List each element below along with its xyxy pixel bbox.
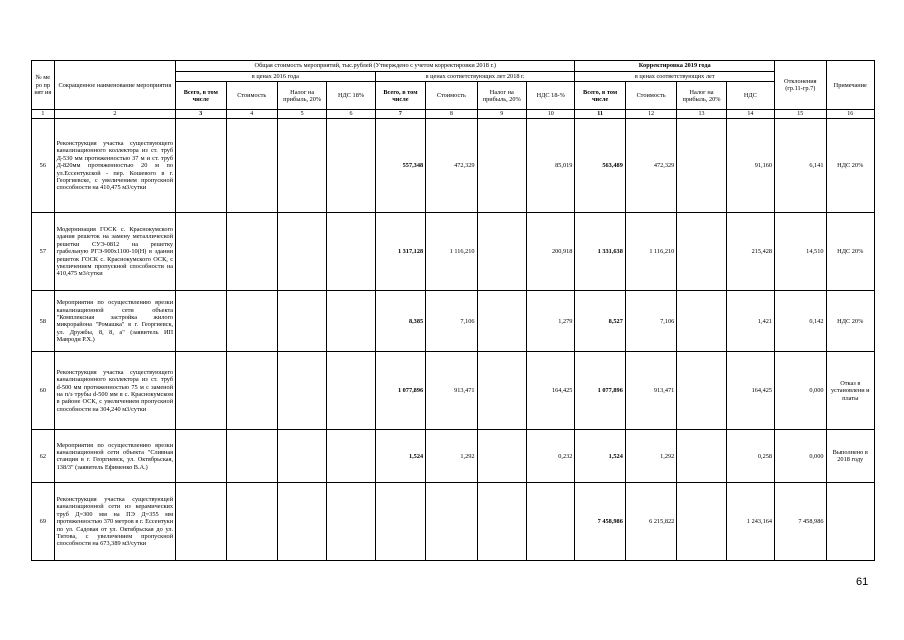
cell-profit-tax-2016 [277,430,326,483]
cell-cost-2016 [226,291,277,352]
cell-note [826,483,875,561]
header-prices-2018: в ценах соответствующих лет 2018 г. [375,72,575,82]
cell-total-2019: 8,527 [575,291,625,352]
cell-profit-tax-2018 [477,483,526,561]
cell-total-2018: 8,385 [375,291,425,352]
cell-vat-2016 [327,352,375,430]
row-num: 57 [32,213,55,291]
cell-vat-2018: 200,918 [526,213,574,291]
cell-vat-2018: 164,425 [526,352,574,430]
cell-deviation: 14,510 [775,213,826,291]
cell-vat-2018: 85,019 [526,119,574,213]
cell-deviation: 7 458,986 [775,483,826,561]
row-num: 56 [32,119,55,213]
header-deviation: Отклонения (гр.11-гр.7) [775,61,826,110]
cell-cost-2016 [226,352,277,430]
cell-total-2016 [176,213,226,291]
cell-cost-2018 [426,483,477,561]
cell-total-2019: 7 458,986 [575,483,625,561]
cell-vat-2018 [526,483,574,561]
cell-vat-2016 [327,291,375,352]
header-note: Примечание [826,61,875,110]
cell-cost-2019: 6 215,822 [625,483,676,561]
cell-total-2018: 1 077,896 [375,352,425,430]
cell-profit-tax-2018 [477,119,526,213]
row-name: Мероприятия по осуществлению врезки канализационной сети объекта "Комплексная застройка жилого микрорайона "Ромашка" в г. Георгиевск, ул. Дружбы, 8, 8, а" (заявитель ИП Мавроди Р.Х.) [54,291,175,352]
header-sub-profit-tax: Налог на прибыль, 20% [277,82,326,110]
header-sub-profit-tax: Налог на прибыль, 20% [677,82,726,110]
row-num: 60 [32,352,55,430]
column-number: 3 [176,110,226,119]
cell-vat-2018: 1,279 [526,291,574,352]
cell-cost-2018: 913,471 [426,352,477,430]
column-number: 1 [32,110,55,119]
cell-total-2016 [176,430,226,483]
cell-profit-tax-2016 [277,213,326,291]
cell-vat-2016 [327,483,375,561]
cell-vat-2016 [327,430,375,483]
cell-deviation: 0,000 [775,430,826,483]
cell-vat-2018: 0,232 [526,430,574,483]
cell-cost-2019: 913,471 [625,352,676,430]
row-name: Модернизация ГОСК с. Краснокумского здания решеток на замену металлической решетки СУЭ-0812 на решетку грабельную РГЭ-900х1100-10(Н) в здании решеток ГОСК с. Краснокумского ОСК, с увеличением пропускной способности на 410,475 м3/сутки [54,213,175,291]
cell-note: Отказ в установлени и платы [826,352,875,430]
row-name: Реконструкция участка существующего канализационного коллектора из ст. труб d-500 мм протяженностью 75 м с заменой на п/э трубы d-500 мм в с. Краснокумском в районе ОСК, с увеличением пропускной способности на 304,240 м3/сутки [54,352,175,430]
header-sub-total: Всего, в том числе [176,82,226,110]
cell-total-2019: 1,524 [575,430,625,483]
header-name: Сокращенное наименование мероприятия [54,61,175,110]
cell-profit-tax-2018 [477,213,526,291]
table-row [32,213,875,291]
header-sub-cost: Стоимость [226,82,277,110]
cell-total-2018: 1 317,128 [375,213,425,291]
cell-cost-2019: 1,292 [625,430,676,483]
column-number: 6 [327,110,375,119]
cell-profit-tax-2019 [677,119,726,213]
cell-vat-2019: 1 243,164 [726,483,774,561]
cell-total-2018 [375,483,425,561]
column-number: 7 [375,110,425,119]
row-num: 62 [32,430,55,483]
cell-profit-tax-2019 [677,352,726,430]
header-sub-vat: НДС 18% [327,82,375,110]
cell-profit-tax-2018 [477,291,526,352]
column-number: 12 [625,110,676,119]
cell-vat-2016 [327,213,375,291]
cell-profit-tax-2019 [677,430,726,483]
cell-profit-tax-2019 [677,483,726,561]
cell-total-2019: 563,489 [575,119,625,213]
header-sub-vat: НДС [726,82,774,110]
header-prices-2016: в ценах 2016 года [176,72,376,82]
cell-vat-2019: 91,160 [726,119,774,213]
header-sub-cost: Стоимость [426,82,477,110]
page-number: 61 [856,576,869,588]
cell-vat-2019: 0,258 [726,430,774,483]
cell-note: НДС 20% [826,291,875,352]
column-number: 8 [426,110,477,119]
cell-note: НДС 20% [826,119,875,213]
row-name: Реконструкция участка существующей канализационной сети из керамических труб Д=300 мм на ПЭ Д=355 мм протяженностью 370 метров в г. Ессентуки по ул. Садовая от ул. Октябрьская до ул. Титова, с увеличением пропускной способности на 673,389 м3/сутки [54,483,175,561]
cell-vat-2016 [327,119,375,213]
column-number: 10 [526,110,574,119]
cell-cost-2018: 7,106 [426,291,477,352]
cell-cost-2019: 1 116,210 [625,213,676,291]
cell-profit-tax-2016 [277,483,326,561]
cell-cost-2016 [226,119,277,213]
cell-total-2016 [176,352,226,430]
cell-vat-2019: 164,425 [726,352,774,430]
cell-cost-2019: 472,329 [625,119,676,213]
column-number: 2 [54,110,175,119]
cell-vat-2019: 215,428 [726,213,774,291]
cell-profit-tax-2018 [477,352,526,430]
cell-profit-tax-2016 [277,291,326,352]
column-number: 9 [477,110,526,119]
column-number: 13 [677,110,726,119]
cell-deviation: 0,142 [775,291,826,352]
header-correction-group: Корректировка 2019 года [575,61,775,72]
column-number: 15 [775,110,826,119]
cell-deviation: 6,141 [775,119,826,213]
cell-cost-2018: 1,292 [426,430,477,483]
cell-note: НДС 20% [826,213,875,291]
header-sub-profit-tax: Налог на прибыль, 20% [477,82,526,110]
column-number: 5 [277,110,326,119]
header-sub-vat: НДС 18-% [526,82,574,110]
cell-cost-2016 [226,213,277,291]
cell-profit-tax-2019 [677,213,726,291]
table-row [32,119,875,213]
column-number-row [32,110,875,119]
cell-note: Выполнено в 2018 году [826,430,875,483]
cell-cost-2019: 7,106 [625,291,676,352]
header-sub-total: Всего, в том числе [575,82,625,110]
column-number: 16 [826,110,875,119]
cell-profit-tax-2016 [277,352,326,430]
cell-total-2019: 1 077,896 [575,352,625,430]
table-row [32,430,875,483]
header-total-group: Общая стоимость мероприятий, тыс.рублей (Утверждено с учетом корректировки 2018 г.) [176,61,575,72]
cell-profit-tax-2016 [277,119,326,213]
header-prices-years: в ценах соответствующих лет [575,72,775,82]
header-sub-cost: Стоимость [625,82,676,110]
cell-deviation: 0,000 [775,352,826,430]
row-num: 69 [32,483,55,561]
cell-vat-2019: 1,421 [726,291,774,352]
row-num: 58 [32,291,55,352]
column-number: 11 [575,110,625,119]
cell-cost-2016 [226,483,277,561]
table-row [32,291,875,352]
row-name: Реконструкция участка существующего канализационного коллектора из ст. труб Д-530 мм протяженностью 37 м и ст. труб Д-820мм протяженностью 20 м по ул.Ессентукской - пер. Кошевого в г. Георгиевске, с увеличением пропускной способности на 410,475 м3/сутки [54,119,175,213]
table-row [32,483,875,561]
cell-cost-2018: 1 116,210 [426,213,477,291]
cell-cost-2016 [226,430,277,483]
cell-profit-tax-2019 [677,291,726,352]
investment-table [31,60,875,561]
header-sub-total: Всего, в том числе [375,82,425,110]
cell-total-2016 [176,291,226,352]
column-number: 4 [226,110,277,119]
table-row [32,352,875,430]
cell-cost-2018: 472,329 [426,119,477,213]
cell-total-2016 [176,119,226,213]
cell-total-2019: 1 331,638 [575,213,625,291]
row-name: Мероприятия по осуществлению врезки канализационной сети объекта "Сливная станция в г. Георгиевск, ул. Октябрьская, 138/3" (заявитель Ефименко В.А.) [54,430,175,483]
column-number: 14 [726,110,774,119]
cell-total-2018: 1,524 [375,430,425,483]
cell-profit-tax-2018 [477,430,526,483]
cell-total-2018: 557,348 [375,119,425,213]
cell-total-2016 [176,483,226,561]
header-num: № ме ро пр ият ия [32,61,55,110]
